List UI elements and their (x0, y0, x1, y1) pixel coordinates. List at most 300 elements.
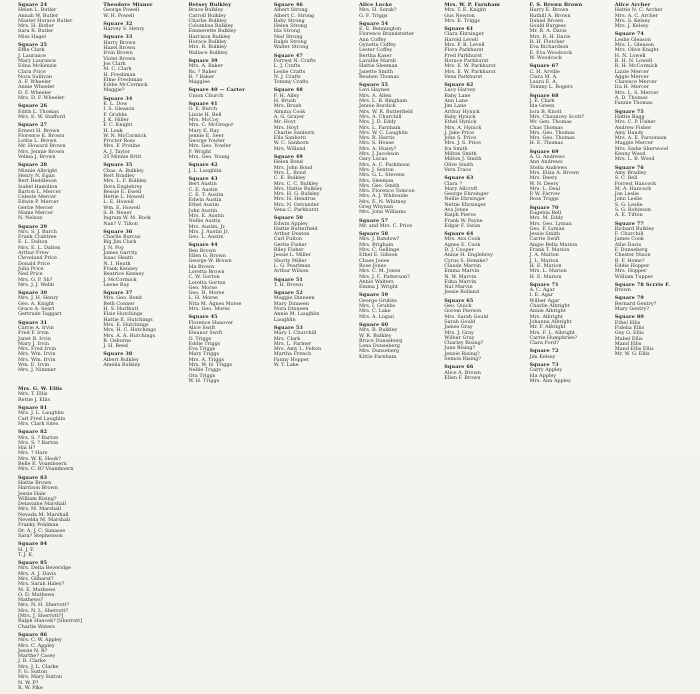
resident-name: Jennie Rising? (444, 350, 480, 357)
resident-name: Loretta Brown (188, 268, 225, 275)
resident-name: Ethel Austin (188, 202, 220, 209)
resident-name: F. Grubbs (103, 111, 128, 118)
resident-name: Milton Smith (444, 151, 477, 158)
square-entry (615, 315, 692, 357)
resident-name: R. ? Baker (188, 73, 215, 80)
resident-name: N. W. P? (18, 679, 39, 686)
resident-name: T. J. K. (18, 551, 34, 558)
square-heading: Square 65 (444, 297, 474, 304)
resident-name: Proctor Ross (103, 138, 136, 145)
resident-name: Nettie Ehrsinger (444, 201, 487, 208)
resident-name: Beatrice Kenney (103, 271, 145, 278)
resident-name: G. F. Triggs (359, 12, 388, 19)
resident-name: Hattie E. Hutchings (103, 316, 153, 323)
resident-name: Clara Ehrsinger (444, 31, 484, 38)
square-heading: Square 52 (273, 290, 303, 297)
square-heading: Square 38 (103, 351, 133, 358)
resident-name: Mrs. S. ? Barton (18, 439, 59, 446)
resident-name: L. J. Crafts (273, 63, 301, 70)
resident-name: Ned Price (18, 271, 43, 278)
resident-name: Mrs. J. Austin Jr. (188, 228, 229, 235)
resident-name: Lena Dunseberg (359, 343, 400, 350)
resident-name: S. G. Leslie (614, 201, 643, 208)
resident-name: W. T. Lake (273, 362, 299, 368)
square-entry (18, 3, 95, 40)
resident-name: James Gray (444, 324, 473, 331)
resident-name: Riley Fisher (273, 247, 304, 254)
resident-name: Iora B. Knott (529, 108, 562, 115)
resident-name: Gertrude Taggart (18, 311, 62, 318)
resident-name: Jon Leslie (614, 191, 640, 198)
resident-name: W. C. Sanborn (273, 140, 309, 147)
resident-name: Carl Fulton (273, 236, 303, 243)
resident-name: Dr. A. J. C. Sanasse (18, 527, 66, 534)
resident-name: Eugenia Bell (529, 209, 562, 216)
resident-name: Amelia Bulkley (103, 362, 141, 368)
resident-name: Gorom Pierson (444, 308, 482, 315)
resident-name: Ralph Pierce (444, 212, 477, 219)
resident-name: Eddie Triggs (188, 340, 221, 347)
resident-name: Mrs. E. Triggs (444, 17, 480, 24)
resident-name: R. H. Fletcher (529, 39, 565, 46)
square-heading: Mrs. G. W. Ellis (18, 386, 63, 393)
square-entry (444, 299, 521, 363)
resident-name: J. H. Reed (103, 343, 128, 350)
resident-name: Edwin Austin (188, 197, 222, 204)
resident-name: Jessie Smith (529, 231, 561, 238)
resident-name: Leslie Gleason (614, 36, 651, 43)
resident-name: Mrs. Clark Sites (18, 420, 59, 427)
resident-name: Mrs. A. C. Archer (614, 12, 659, 19)
square-heading: F. S. Brown Brown (529, 2, 583, 8)
resident-name: Mrs. E. W. Stafford (18, 113, 66, 120)
resident-name: Mrs. J. Bandow? (359, 236, 400, 243)
resident-name: Horace Bulkley (188, 39, 227, 46)
resident-name: Nita M. Agnes Morse (188, 300, 242, 307)
resident-name: Mrs. J. L. Clarke (18, 663, 59, 670)
resident-name: Grace A. Searl (18, 306, 55, 313)
resident-name: Mrs. Geo. Young (188, 154, 230, 161)
resident-name: Jessie L. Miller (273, 252, 311, 259)
square-heading: Square 83 (18, 474, 48, 481)
resident-name: Mary E. Ray (188, 127, 220, 134)
resident-name: Greg Whynan (359, 203, 393, 210)
resident-name: Mrs. C. P. Fisher (614, 119, 656, 126)
resident-name: Jessie Rolland (444, 289, 480, 296)
resident-name: Mrs. H. C. Hutchings (103, 327, 156, 334)
record-column (274, 3, 351, 387)
resident-name: Arthur Frew (18, 250, 49, 257)
resident-name: Elsie Hutchings (103, 311, 143, 318)
resident-name: Mrs. S. House (359, 140, 395, 147)
resident-name: Mrs. J. Sexton (359, 166, 394, 173)
resident-name: Clara ? (444, 180, 462, 187)
resident-name: Edna Marvin (444, 278, 477, 285)
square-entry (103, 230, 180, 288)
resident-name: Emmerette Bulkley (188, 28, 237, 35)
square-entry (189, 59, 266, 85)
square-entry (18, 43, 95, 101)
resident-name: Nellie Austin (188, 218, 221, 225)
resident-name: Ida Appley (529, 372, 557, 379)
square-heading: Square 72 (529, 348, 559, 355)
resident-name: Mrs. Ava Cook (444, 236, 481, 243)
square-entry (530, 349, 607, 360)
square-entry (530, 283, 607, 347)
resident-name: Mrs. C. Lake (359, 308, 391, 315)
resident-name: Lester Coffey (359, 47, 393, 54)
resident-name: Mrs. F. Protine (103, 143, 141, 150)
resident-name: Mrs. E. Austin (188, 212, 225, 219)
resident-name: Big Jim Clark (103, 239, 137, 246)
resident-name: Ellen F. Brown (444, 374, 481, 381)
resident-name: Mrs. Albright (529, 313, 563, 320)
square-entry (359, 83, 436, 215)
resident-name: Bernard Gentry? (614, 300, 657, 307)
resident-name: Janet B. Irvin (18, 335, 51, 342)
square-heading: Square 42 (188, 162, 218, 169)
resident-name: Sara R. Butler (18, 28, 54, 35)
square-entry (18, 225, 95, 289)
resident-name: Bruce Dunseberg (359, 337, 403, 344)
resident-name: Mary I. Churchill (273, 330, 317, 337)
square-heading: Square 47 (273, 52, 303, 59)
resident-name: Gary Lucas (359, 156, 388, 163)
resident-name: Lizzie H. Bell (188, 111, 222, 118)
resident-name: Gould Burgess (529, 23, 566, 30)
resident-name: Rettie J. Ellis (18, 396, 50, 403)
resident-name: Albert Bulkley (103, 356, 139, 363)
resident-name: Ross Triggs (529, 196, 559, 203)
resident-name: Mrs. Gilbarst? (18, 575, 54, 582)
square-heading: Square 44 (188, 242, 218, 249)
square-entry (444, 176, 521, 229)
square-entry (189, 163, 266, 174)
square-entry (359, 22, 436, 80)
square-heading: Square 86 (18, 631, 48, 638)
resident-name: O. E. Burch (188, 106, 217, 113)
square-entry (530, 150, 607, 203)
resident-name: Mary Laurance (18, 57, 56, 64)
resident-name: Mrs. C. W. Appley (18, 637, 62, 644)
resident-name: Mrs. Hattie Bulkley (273, 185, 323, 192)
resident-name: Mrs. F. B. Levell (444, 42, 485, 49)
resident-name: Vera Trace (444, 166, 472, 173)
square-heading: Square 25 (18, 42, 48, 49)
resident-name: Cyrus S. Henske? (444, 257, 488, 264)
resident-name: Mrs. Jennie Brown (18, 148, 65, 155)
resident-name: Emma Marvin (444, 268, 480, 275)
square-heading: Square 78 Scrrie F. (614, 281, 671, 288)
square-heading: Alice Locke (359, 2, 393, 8)
resident-name: Mame Mercer (18, 209, 54, 216)
resident-name: Mrs. H. Hendrus (273, 196, 316, 203)
resident-name: Carrie Swift (529, 236, 560, 243)
resident-name: Jim Kelsey (529, 353, 556, 360)
square-entry (103, 35, 180, 93)
resident-name: H. Leak (103, 127, 123, 134)
resident-name: Rose Jones (359, 262, 387, 269)
resident-name: C. W. Gorton (188, 274, 220, 281)
resident-name: Baby Hynick (444, 113, 476, 120)
resident-name: L. E. Howell (103, 199, 134, 206)
resident-name: Frank Kenney (103, 265, 138, 272)
resident-name: Ned Strong (273, 33, 303, 40)
resident-name: Mrs. Geo. Thomas (529, 129, 575, 136)
resident-name: Richard Bulkley (614, 225, 655, 232)
resident-name: Isabel Hamilton (18, 183, 58, 190)
resident-name: D. J. Cooper (444, 247, 474, 254)
resident-name: Julia Price (18, 265, 44, 272)
resident-name: Allie Davis (614, 241, 642, 248)
resident-name: Mrs. L. B. Bingham (359, 98, 408, 105)
resident-name: George Yowler (188, 138, 225, 145)
square-heading: Square 35 (103, 162, 133, 169)
resident-name: Charlie Albright (529, 303, 570, 310)
resident-name: Fanny Hopper (273, 356, 310, 363)
resident-name: Mrs. C. Gellinge (359, 247, 400, 254)
resident-name: Ora Triggs (188, 372, 216, 379)
resident-name: A. C. Agar (529, 287, 555, 294)
resident-name: Geo. F. Lyman (529, 225, 565, 232)
resident-name: Chas. A. Bulkley (103, 167, 144, 174)
resident-name: Geo. A. Knight (18, 300, 55, 307)
resident-name: Charley Rising? (444, 340, 484, 347)
resident-name: Ann Lane (444, 98, 468, 105)
resident-name: Nevelda M. Marshall (18, 517, 71, 524)
square-heading: Square 77 (614, 220, 644, 227)
resident-name: Johanna Albright (529, 318, 572, 325)
resident-name: A. F. Wheeler (18, 79, 52, 86)
resident-name: D. F. Wheeler (18, 89, 52, 96)
square-heading: Square 33 (103, 34, 133, 41)
resident-name: Mrs. E. W. Parkhurst (444, 68, 496, 75)
resident-name: T. H. Brown (273, 281, 303, 288)
resident-name: Mrs. L. Farmer (273, 340, 312, 347)
resident-name: Chester Nixon (614, 252, 651, 259)
resident-name: F. C. Knight (103, 122, 133, 129)
resident-name: Almina Cook (273, 108, 306, 115)
resident-name: Mrs. Sleeman (359, 177, 394, 184)
resident-name: Mrs. Chauncey Scott? (529, 113, 585, 120)
square-entry (615, 296, 692, 312)
resident-name: Mrs. A. E. Parsonson (614, 135, 667, 142)
square-heading: Square 49 (273, 154, 303, 161)
resident-name: Elme Freshman (103, 76, 143, 83)
resident-name: Clara Ford? (529, 340, 559, 347)
square-entry (189, 177, 266, 241)
square-entry (444, 232, 521, 296)
resident-name: O. Triggs (188, 335, 212, 342)
resident-name: Mrs. L. Farnham (359, 124, 401, 131)
resident-name: J. N. Foy (103, 244, 124, 251)
resident-name: Barton L. Mercer (18, 188, 62, 195)
resident-name: Mrs. J. J. Webb (18, 281, 55, 288)
resident-name: F. Churchill (614, 231, 644, 238)
square-heading: Square 46 (273, 2, 303, 8)
record-column (359, 3, 436, 387)
resident-name: Columbus Bulkley (188, 23, 234, 30)
resident-name: Mrs. Sarah Gould (444, 313, 489, 320)
resident-name: William Tupper (614, 273, 653, 280)
resident-name: F. G. Sutton (18, 669, 48, 676)
resident-name: Emma J. Wright (359, 284, 398, 291)
square-entry (103, 3, 180, 19)
record-column (18, 3, 95, 387)
resident-name: Wilbur Gray (444, 334, 475, 341)
resident-name: Maggie Dinneen (273, 295, 315, 302)
resident-name: Bertha Kaser (359, 52, 392, 59)
resident-name: C. E. T. Austin (188, 191, 224, 198)
resident-name: Annie Albright (529, 308, 566, 315)
resident-name: Ira Smith (444, 145, 468, 152)
resident-name: W. R. Bulkley (359, 332, 392, 339)
square-entry (359, 323, 436, 360)
resident-name: Mrs. C. C. Bulkley (273, 180, 319, 187)
resident-name: Frank T. Marion (529, 247, 570, 254)
resident-name: Mrs. E. W. Parkhurst (444, 63, 496, 70)
resident-name: Beth Conner (103, 300, 135, 307)
resident-name: Mrs. Ann Appley (529, 377, 571, 384)
square-entry (18, 104, 95, 120)
square-heading: Square 80 (614, 314, 644, 321)
resident-name: Mrs. Fred Irvin (18, 346, 57, 353)
resident-name: Jos Clark (103, 60, 126, 67)
resident-name: Forrest Hancock (614, 180, 657, 187)
resident-name: Mrs. D. F. Wheeler (18, 95, 65, 102)
square-entry (189, 102, 266, 160)
resident-name: Wilber Agar (529, 297, 560, 304)
square-heading: Square 28 (18, 162, 48, 169)
resident-name: Annie Wheeler (18, 84, 55, 91)
resident-name: Mrs. Sarah Haley? (18, 581, 65, 588)
resident-name: Eddie McCormick (103, 82, 148, 89)
resident-name: Mrs. A. A. Hutchings (103, 332, 156, 339)
resident-name: Carry Appley (529, 367, 563, 374)
resident-name: John Leslie (614, 196, 643, 203)
resident-name: Mrs. Willand (273, 145, 306, 152)
resident-name: Gertie Fisher (273, 241, 307, 248)
resident-name: Edwin Appley (273, 220, 308, 227)
resident-name: Mrs. J. S. Price (444, 140, 482, 147)
resident-name: Hazel Brown (103, 45, 136, 52)
resident-name: Nellie Ehrsinger (444, 196, 486, 203)
resident-name: W. N. Deery (529, 180, 559, 187)
resident-name: Arthur Wilson (273, 268, 309, 275)
resident-name: Mrs. G. L. Stevens (359, 172, 405, 179)
resident-name: J. K. Hiller (103, 116, 129, 123)
resident-name: Carrie A. Irvin (18, 324, 54, 331)
resident-name: Maggie? (103, 87, 125, 94)
resident-name: Mrs. Amy L. Felton (273, 346, 322, 353)
resident-name: Marthe? Casey (18, 653, 56, 660)
resident-name: Charlie Bulkley (188, 17, 227, 24)
square-entry (615, 32, 692, 106)
resident-name: Nora Sullivan (18, 73, 53, 80)
resident-name: Carrie Humphries? (529, 334, 578, 341)
square-heading: Square 82 (18, 429, 48, 436)
resident-name: Ingram W. M. Rook (103, 215, 151, 222)
resident-name: Ralph Strong (273, 39, 307, 46)
resident-name: Ava Jones (444, 206, 469, 213)
resident-name: Annie Walters (359, 278, 394, 285)
resident-name: Mrs. Geo. Morse (188, 306, 230, 313)
square-heading: Square 70 (529, 204, 559, 211)
resident-name: Mrs. R. Bulkley (359, 327, 398, 334)
resident-name: Mrs. Hopper (614, 268, 647, 275)
resident-name: Henry N. Egan (18, 172, 55, 179)
resident-name: C. E. Austin (188, 186, 218, 193)
resident-name: Mrs. McCoy (188, 116, 219, 123)
resident-name: Mrs. H. Sorak? (359, 7, 397, 14)
square-heading: Square 34 (103, 95, 133, 102)
resident-name: Mrs. J. C. Patterson? (359, 273, 410, 280)
resident-name: Mrs. Geo. Yowler (188, 143, 231, 150)
square-heading: Square 81 (18, 405, 48, 412)
resident-name: C. H. Arville (529, 68, 560, 75)
square-entry (103, 22, 180, 33)
resident-name: Mrs. Deery (529, 175, 558, 182)
resident-name: June Rising? (444, 345, 476, 352)
resident-name: L. G. Pearlman (273, 262, 311, 269)
resident-name: Mrs. J. Gray (444, 329, 474, 336)
resident-name: Mrs. T. E. Knight (444, 7, 487, 14)
resident-name: Mrs. A. J. Whiteside (359, 193, 408, 200)
resident-name: [Mrs. J. Sherrott?] (18, 613, 64, 620)
resident-name: Geo. H. Morse (188, 290, 225, 297)
square-heading: Square 51 (273, 276, 303, 283)
resident-name: Mrs. N. L. Sherrott? (18, 607, 68, 614)
resident-name: J. L. Marion (529, 257, 559, 264)
square-heading: Square 32 (103, 20, 133, 27)
resident-name: Frank W. Payne (444, 217, 483, 224)
resident-name: Carl Fred Laughlin (18, 415, 66, 422)
resident-name: Guy G. Ellis (614, 330, 644, 337)
resident-name: Mrs. S. ? Barton (18, 434, 59, 441)
square-heading: Square 59 (359, 292, 389, 299)
resident-name: Mrs. N. Ostrander (273, 201, 320, 208)
resident-name: E. L. Dalton (18, 239, 48, 246)
square-entry (274, 3, 351, 51)
resident-name: Wm. E. Howell (103, 204, 141, 211)
resident-name: E. Eva Woodcock (529, 49, 573, 56)
square-heading: Square 39 (188, 57, 218, 64)
resident-name: John S. Price (444, 135, 477, 142)
resident-name: Mrs. W. H. Triggs (188, 362, 233, 368)
square-entry (359, 3, 436, 19)
resident-name: Vena Parkhurst (444, 73, 483, 80)
square-entry (530, 64, 607, 90)
resident-name: Hattie Sleeman (359, 63, 398, 70)
resident-name: Mrs. C. Appley (18, 642, 55, 649)
resident-name: Helen Strong (273, 23, 307, 30)
resident-name: Mary Dinneen (273, 300, 310, 307)
resident-name: Mrs. Hoyt (273, 124, 299, 131)
resident-name: Eleanor Swift (188, 330, 223, 337)
resident-name: Levi Haynes (359, 87, 390, 94)
resident-name: Mr. F. Albright (529, 324, 566, 331)
square-heading: Square 79 (614, 295, 644, 302)
resident-name: William Rising? (18, 495, 57, 502)
resident-name: Fred Parkhurst (444, 52, 482, 59)
resident-name: N. W. Marvin (444, 273, 477, 280)
record-column (18, 387, 95, 694)
resident-name: Leone Ray (103, 281, 130, 288)
square-entry (189, 243, 266, 312)
resident-name: R. Osborne (103, 337, 132, 344)
resident-name: Isaac Heath (103, 255, 134, 262)
square-entry (615, 222, 692, 280)
